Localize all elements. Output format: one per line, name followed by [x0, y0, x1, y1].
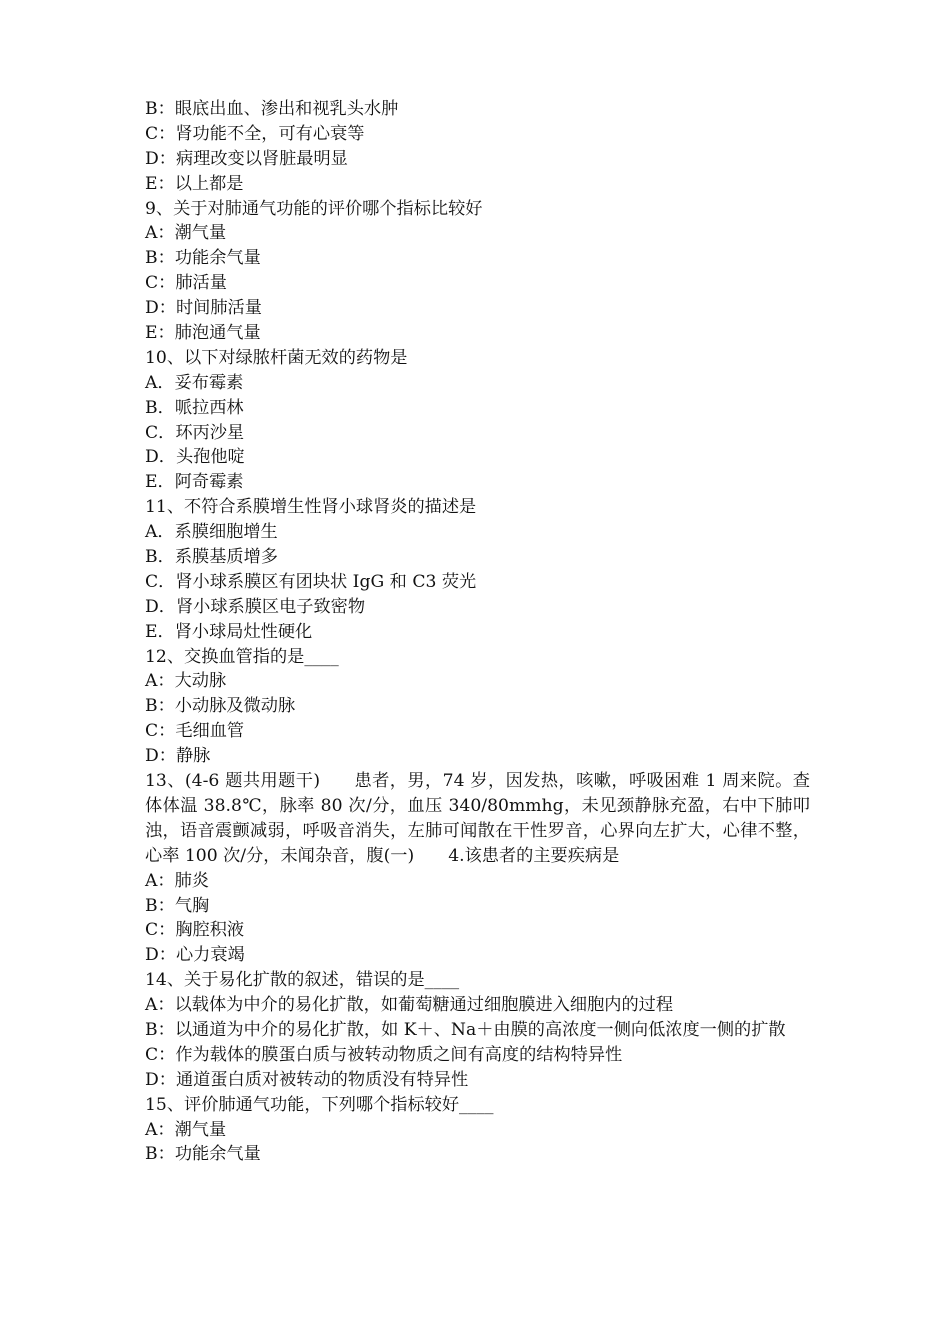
- q12-option-a: A：大动脉: [145, 671, 227, 692]
- q8-option-d: D：病理改变以肾脏最明显: [145, 148, 348, 169]
- q13-option-a: A：肺炎: [145, 870, 209, 891]
- q9-option-d: D：时间肺活量: [145, 298, 262, 319]
- q14-option-b: B：以通道为中介的易化扩散，如 K＋、Na＋由膜的高浓度一侧向低浓度一侧的扩散: [145, 1020, 786, 1041]
- q11-option-a: A．系膜细胞增生: [145, 522, 278, 543]
- q10-option-d: D．头孢他啶: [145, 447, 245, 468]
- q10-option-b: B．哌拉西林: [145, 397, 244, 418]
- q10-stem: 10、以下对绿脓杆菌无效的药物是: [145, 347, 408, 368]
- q13-stem-prefix: 13、(4-6 题共用题干): [145, 771, 321, 792]
- q14-option-a: A：以载体为中介的易化扩散，如葡萄糖通过细胞膜进入细胞内的过程: [145, 995, 674, 1016]
- q9-option-a: A：潮气量: [145, 223, 227, 244]
- q14-stem: 14、关于易化扩散的叙述，错误的是____: [145, 970, 460, 991]
- q10-option-c: C．环丙沙星: [145, 422, 245, 443]
- q14-option-d: D：通道蛋白质对被转动的物质没有特异性: [145, 1069, 469, 1090]
- q10-option-e: E．阿奇霉素: [145, 472, 244, 493]
- q12-option-b: B：小动脉及微动脉: [145, 696, 296, 717]
- document-page: [145, 97, 810, 1167]
- q12-stem: 12、交换血管指的是____: [145, 646, 339, 667]
- q9-option-e: E：肺泡通气量: [145, 323, 261, 344]
- q8-option-b: B：眼底出血、渗出和视乳头水肿: [145, 99, 399, 119]
- q11-option-d: D．肾小球系膜区电子致密物: [145, 596, 366, 617]
- q11-stem: 11、不符合系膜增生性肾小球肾炎的描述是: [145, 497, 477, 518]
- q14-option-c: C：作为载体的膜蛋白质与被转动物质之间有高度的结构特异性: [145, 1044, 623, 1065]
- q15-option-a: A：潮气量: [145, 1119, 227, 1140]
- q12-option-d: D：静脉: [145, 746, 211, 767]
- q15-stem: 15、评价肺通气功能，下列哪个指标较好____: [145, 1094, 494, 1115]
- q10-option-a: A．妥布霉素: [145, 372, 244, 393]
- q9-stem: 9、关于对肺通气功能的评价哪个指标比较好: [145, 198, 483, 219]
- q9-option-c: C：肺活量: [145, 273, 227, 294]
- q12-option-c: C：毛细血管: [145, 721, 245, 742]
- q9-option-b: B：功能余气量: [145, 248, 261, 269]
- q11-option-b: B．系膜基质增多: [145, 547, 278, 568]
- q15-option-b: B：功能余气量: [145, 1144, 261, 1165]
- q13-option-c: C：胸腔积液: [145, 920, 245, 941]
- q13-stem: [145, 769, 810, 869]
- q8-option-e: E：以上都是: [145, 173, 244, 194]
- q13-option-b: B：气胸: [145, 895, 210, 916]
- q11-option-e: E．肾小球局灶性硬化: [145, 621, 313, 642]
- q13-stem-question: 4.该患者的主要疾病是: [448, 845, 620, 866]
- q13-option-d: D：心力衰竭: [145, 945, 245, 966]
- q13-stem-body: 患者，男，74 岁，因发热，咳嗽，呼吸困难 1 周来院。查体体温 38.8℃，脉率 80 次/分，血压 340/80mmhg，未见颈静脉充盈，右中下肺叩浊，语音震颤减弱，呼吸音消失，左肺可闻散在干性罗音，心界向左扩大，心律不整，心率 100 次/分，未闻杂音，腹(一): [145, 771, 810, 866]
- q8-option-c: C：肾功能不全，可有心衰等: [145, 123, 365, 144]
- q11-option-c: C．肾小球系膜区有团块状 IgG 和 C3 荧光: [145, 571, 477, 592]
